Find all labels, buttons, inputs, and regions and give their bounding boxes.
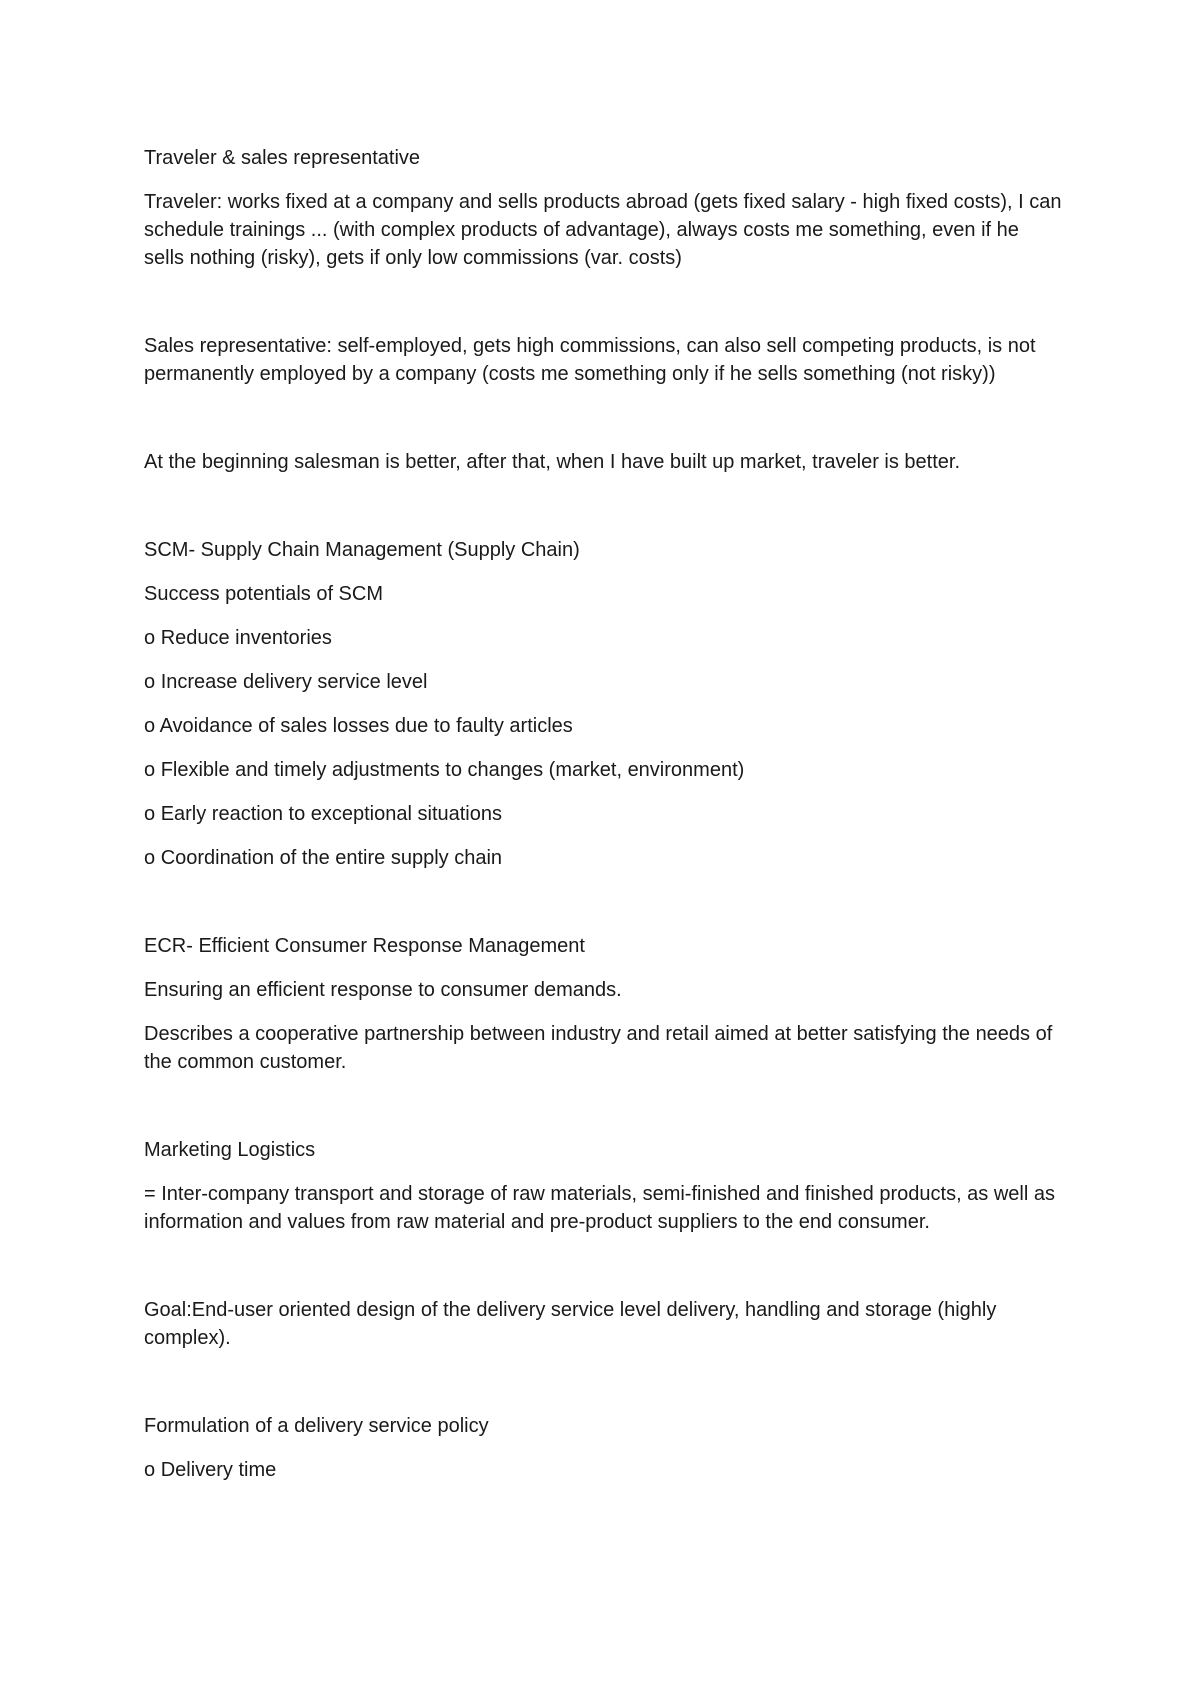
comparison-paragraph: At the beginning salesman is better, after that, when I have built up market, traveler is better. [144, 451, 961, 473]
list-item [144, 800, 1064, 828]
list-item-text: Increase delivery service level [160, 671, 428, 693]
list-item-text: Reduce inventories [160, 627, 332, 649]
list-item [144, 1456, 1064, 1484]
traveler-heading: Traveler & sales representative [144, 147, 421, 169]
scm-subheading: Success potentials of SCM [144, 583, 383, 605]
bullet-icon: o [144, 715, 156, 737]
document-body [144, 144, 1064, 1484]
policy-heading: Formulation of a delivery service policy [144, 1415, 489, 1437]
bullet-icon: o [144, 847, 156, 869]
list-item [144, 668, 1064, 696]
ecr-paragraph: Ensuring an efficient response to consumer demands. [144, 979, 622, 1001]
bullet-icon: o [144, 671, 156, 693]
ecr-paragraph: Describes a cooperative partnership between industry and retail aimed at better satisfying the needs of the common customer. [144, 1023, 1053, 1073]
list-item [144, 712, 1064, 740]
list-item-text: Early reaction to exceptional situations [160, 803, 502, 825]
list-item-text: Avoidance of sales losses due to faulty articles [159, 715, 573, 737]
bullet-icon: o [144, 627, 156, 649]
sales-representative-paragraph: Sales representative: self-employed, gets high commissions, can also sell competing products, is not permanently employed by a company (costs me something only if he sells something (not risky)) [144, 335, 1036, 385]
list-item-text: Coordination of the entire supply chain [160, 847, 503, 869]
marketing-logistics-paragraph: = Inter-company transport and storage of raw materials, semi-finished and finished products, as well as information and values from raw material and pre-product suppliers to the end consumer. [144, 1183, 1055, 1233]
marketing-logistics-heading: Marketing Logistics [144, 1139, 316, 1161]
list-item-text: Delivery time [160, 1459, 277, 1481]
bullet-icon: o [144, 803, 156, 825]
scm-heading: SCM- Supply Chain Management (Supply Chain) [144, 539, 580, 561]
bullet-icon: o [144, 1459, 156, 1481]
ecr-heading: ECR- Efficient Consumer Response Management [144, 935, 585, 957]
bullet-icon: o [144, 759, 156, 781]
traveler-paragraph: Traveler: works fixed at a company and sells products abroad (gets fixed salary - high fixed costs), I can schedule trainings ... (with complex products of advantage), always costs me something, even if he sells nothing (risky), gets if only low commissions (var. costs) [144, 191, 1062, 269]
list-item [144, 624, 1064, 652]
list-item [144, 844, 1064, 872]
goal-paragraph: Goal:End-user oriented design of the delivery service level delivery, handling and storage (highly complex). [144, 1299, 997, 1349]
list-item [144, 756, 1064, 784]
list-item-text: Flexible and timely adjustments to changes (market, environment) [160, 759, 745, 781]
